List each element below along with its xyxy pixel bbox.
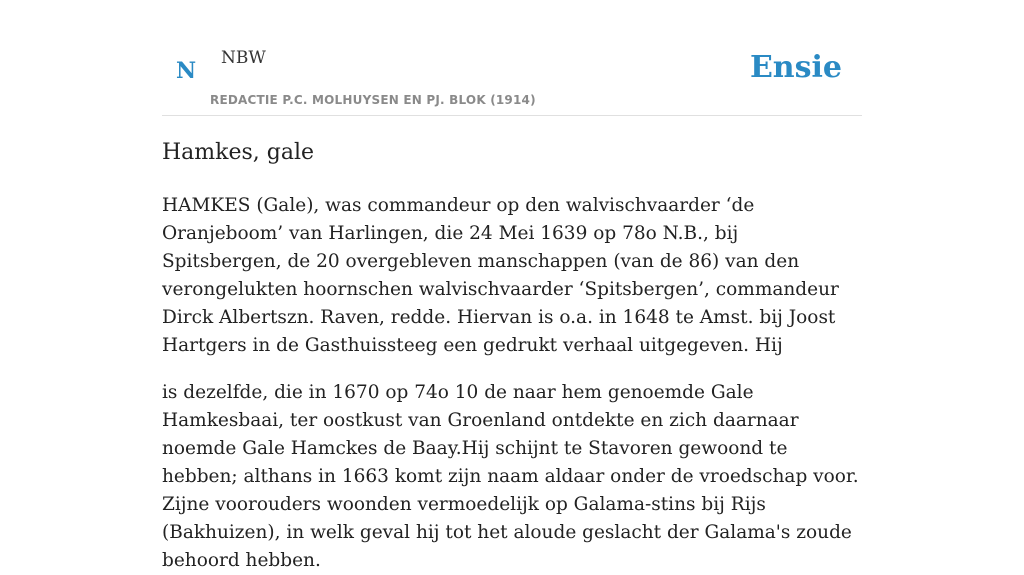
source-subtitle: REDACTIE P.C. MOLHUYSEN EN PJ. BLOK (1914) — [210, 93, 536, 107]
source-logo[interactable]: N — [176, 58, 197, 84]
article-body — [162, 192, 862, 575]
article-paragraph: HAMKES (Gale), was commandeur op den walvischvaarder ‘de Oranjeboom’ van Harlingen, die 24 Mei 1639 op 78o N.B., bij Spitsbergen, de 20 overgebleven manschappen (van de 86) van den verongelukten hoornschen walvischvaarder ‘Spitsbergen’, commandeur Dirck Albertszn. Raven, redde. Hiervan is o.a. in 1648 te Amst. bij Joost Hartgers in de Gasthuissteeg een gedrukt verhaal uitgegeven. Hij — [162, 195, 839, 356]
page-title: Hamkes, gale — [162, 140, 315, 165]
brand-logo[interactable]: Ensie — [749, 50, 842, 85]
header — [162, 36, 862, 116]
article-paragraph: is dezelfde, die in 1670 op 74o 10 de naar hem genoemde Gale Hamkesbaai, ter oostkust van Groenland ontdekte en zich daarnaar noemde Gale Hamckes de Baay.Hij schijnt te Stavoren gewoond te hebben; althans in 1663 komt zijn naam aldaar onder de vroedschap voor. Zijne voorouders woonden vermoedelijk op Galama-stins bij Rijs (Bakhuizen), in welk geval hij tot het aloude geslacht der Galama's zoude behoord hebben. — [162, 382, 859, 571]
source-name[interactable]: NBW — [221, 48, 266, 68]
